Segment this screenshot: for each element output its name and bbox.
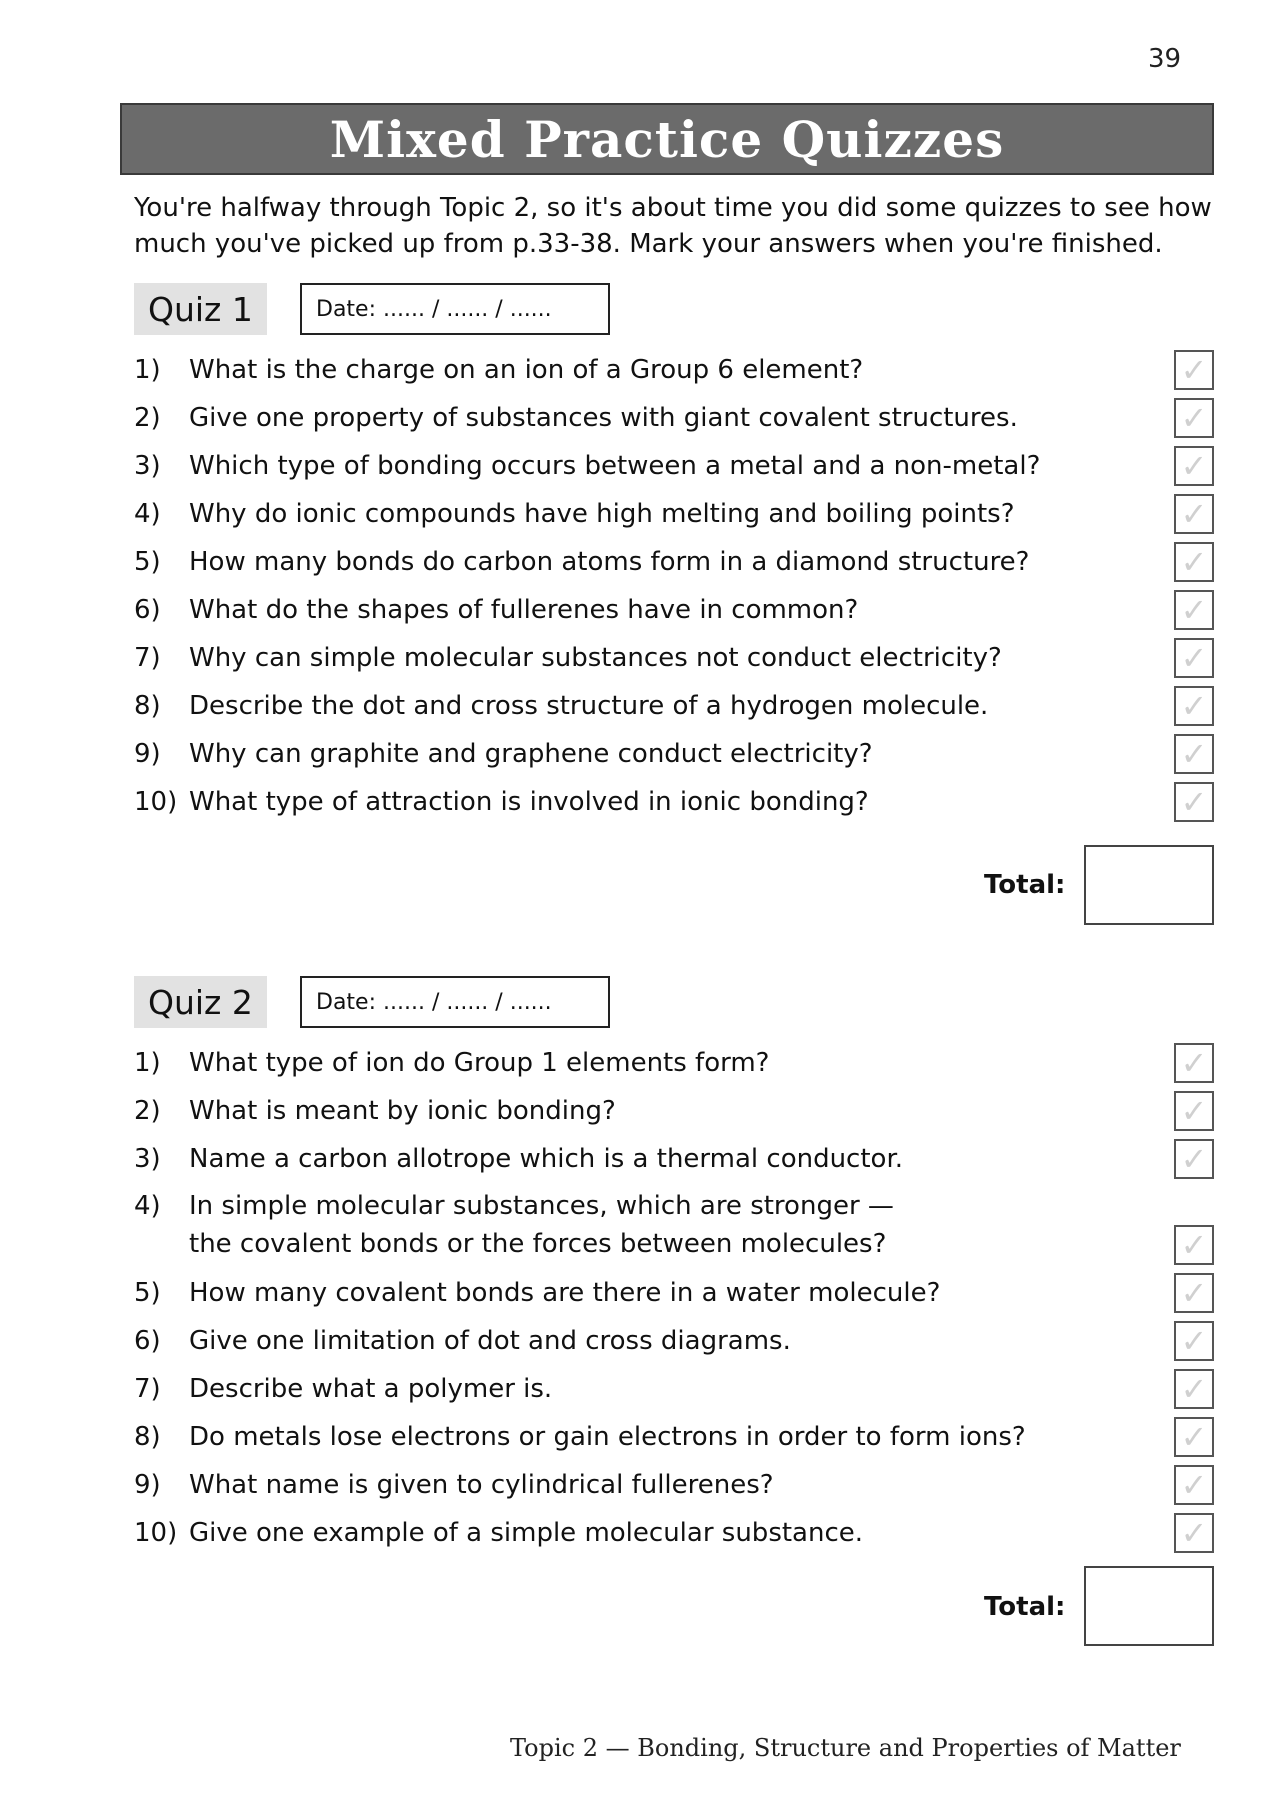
question-text: Give one property of substances with giant covalent structures. [189, 403, 1018, 433]
answer-checkbox[interactable]: ✓ [1174, 1417, 1214, 1457]
question-item [134, 682, 1214, 730]
question-item [134, 1135, 1214, 1183]
question-text: What is the charge on an ion of a Group 6 element? [189, 355, 864, 385]
question-number: 10) [134, 787, 178, 817]
answer-checkbox[interactable]: ✓ [1174, 350, 1214, 390]
quiz-1-date-field[interactable]: Date: ...... / ...... / ...... [300, 283, 610, 335]
question-number: 6) [134, 1326, 161, 1356]
question-text: What do the shapes of fullerenes have in common? [189, 595, 859, 625]
question-text: Name a carbon allotrope which is a thermal conductor. [189, 1144, 904, 1174]
answer-checkbox[interactable]: ✓ [1174, 1513, 1214, 1553]
question-number: 8) [134, 691, 161, 721]
question-number: 8) [134, 1422, 161, 1452]
page-title: Mixed Practice Quizzes [329, 109, 1005, 169]
question-item [134, 1087, 1214, 1135]
question-text: What type of ion do Group 1 elements form? [189, 1048, 770, 1078]
answer-checkbox[interactable]: ✓ [1174, 734, 1214, 774]
quiz-1-header [134, 283, 552, 335]
quiz-2-date-field[interactable]: Date: ...... / ...... / ...... [300, 976, 610, 1028]
question-number: 3) [134, 1144, 161, 1174]
question-text: Describe the dot and cross structure of a hydrogen molecule. [189, 691, 989, 721]
answer-checkbox[interactable]: ✓ [1174, 782, 1214, 822]
quiz-1-question-list [134, 346, 1214, 826]
question-text: Which type of bonding occurs between a metal and a non-metal? [189, 451, 1041, 481]
page-footer: Topic 2 — Bonding, Structure and Properties of Matter [510, 1734, 1181, 1762]
question-number: 1) [134, 355, 161, 385]
question-number: 4) [134, 1191, 161, 1221]
question-item [134, 1413, 1214, 1461]
quiz-2-label: Quiz 2 [134, 976, 267, 1028]
page-number: 39 [1148, 44, 1182, 74]
quiz-2-question-list [134, 1039, 1214, 1557]
question-number: 9) [134, 739, 161, 769]
question-item [134, 730, 1214, 778]
answer-checkbox[interactable]: ✓ [1174, 542, 1214, 582]
question-number: 5) [134, 547, 161, 577]
question-item [134, 1317, 1214, 1365]
question-item [134, 586, 1214, 634]
question-text: What type of attraction is involved in ionic bonding? [189, 787, 869, 817]
question-item [134, 634, 1214, 682]
question-text: Give one example of a simple molecular substance. [189, 1518, 864, 1548]
answer-checkbox[interactable]: ✓ [1174, 686, 1214, 726]
question-item [134, 1039, 1214, 1087]
answer-checkbox[interactable]: ✓ [1174, 1225, 1214, 1265]
question-number: 1) [134, 1048, 161, 1078]
question-text [189, 1187, 1089, 1263]
question-item [134, 1365, 1214, 1413]
question-text: Give one limitation of dot and cross diagrams. [189, 1326, 791, 1356]
question-item [134, 1461, 1214, 1509]
question-number: 3) [134, 451, 161, 481]
question-number: 6) [134, 595, 161, 625]
question-text-line-2: the covalent bonds or the forces between molecules? [189, 1229, 887, 1259]
question-item [134, 1269, 1214, 1317]
question-item [134, 778, 1214, 826]
question-number: 4) [134, 499, 161, 529]
question-item [134, 442, 1214, 490]
question-item [134, 346, 1214, 394]
question-item [134, 538, 1214, 586]
question-number: 2) [134, 403, 161, 433]
question-number: 9) [134, 1470, 161, 1500]
answer-checkbox[interactable]: ✓ [1174, 494, 1214, 534]
quiz-2-total-box[interactable] [1084, 1566, 1214, 1646]
answer-checkbox[interactable]: ✓ [1174, 1273, 1214, 1313]
answer-checkbox[interactable]: ✓ [1174, 1369, 1214, 1409]
answer-checkbox[interactable]: ✓ [1174, 1091, 1214, 1131]
question-text: What is meant by ionic bonding? [189, 1096, 616, 1126]
question-number: 7) [134, 643, 161, 673]
quiz-1-total-label: Total: [984, 870, 1066, 900]
question-number: 7) [134, 1374, 161, 1404]
title-banner [120, 103, 1214, 175]
question-item [134, 1509, 1214, 1557]
answer-checkbox[interactable]: ✓ [1174, 1043, 1214, 1083]
intro-text: You're halfway through Topic 2, so it's about time you did some quizzes to see how much you've picked up from p.33-38. Mark your answers when you're finished. [134, 193, 1212, 259]
question-number: 2) [134, 1096, 161, 1126]
quiz-1-label: Quiz 1 [134, 283, 267, 335]
answer-checkbox[interactable]: ✓ [1174, 1139, 1214, 1179]
question-text: Why can graphite and graphene conduct electricity? [189, 739, 873, 769]
question-number: 5) [134, 1278, 161, 1308]
question-number: 10) [134, 1518, 178, 1548]
answer-checkbox[interactable]: ✓ [1174, 1465, 1214, 1505]
question-text: Why do ionic compounds have high melting and boiling points? [189, 499, 1015, 529]
question-text: How many bonds do carbon atoms form in a diamond structure? [189, 547, 1030, 577]
quiz-1-total-box[interactable] [1084, 845, 1214, 925]
question-text-line-1: In simple molecular substances, which are stronger — [189, 1191, 894, 1221]
question-text: How many covalent bonds are there in a water molecule? [189, 1278, 941, 1308]
question-text: Describe what a polymer is. [189, 1374, 553, 1404]
question-item [134, 394, 1214, 442]
answer-checkbox[interactable]: ✓ [1174, 446, 1214, 486]
question-text: Do metals lose electrons or gain electrons in order to form ions? [189, 1422, 1026, 1452]
answer-checkbox[interactable]: ✓ [1174, 398, 1214, 438]
answer-checkbox[interactable]: ✓ [1174, 1321, 1214, 1361]
answer-checkbox[interactable]: ✓ [1174, 638, 1214, 678]
question-item [134, 490, 1214, 538]
question-text: What name is given to cylindrical fullerenes? [189, 1470, 774, 1500]
quiz-2-header [134, 976, 552, 1028]
question-text: Why can simple molecular substances not conduct electricity? [189, 643, 1002, 673]
question-item [134, 1183, 1214, 1269]
quiz-2-total-label: Total: [984, 1592, 1066, 1622]
answer-checkbox[interactable]: ✓ [1174, 590, 1214, 630]
